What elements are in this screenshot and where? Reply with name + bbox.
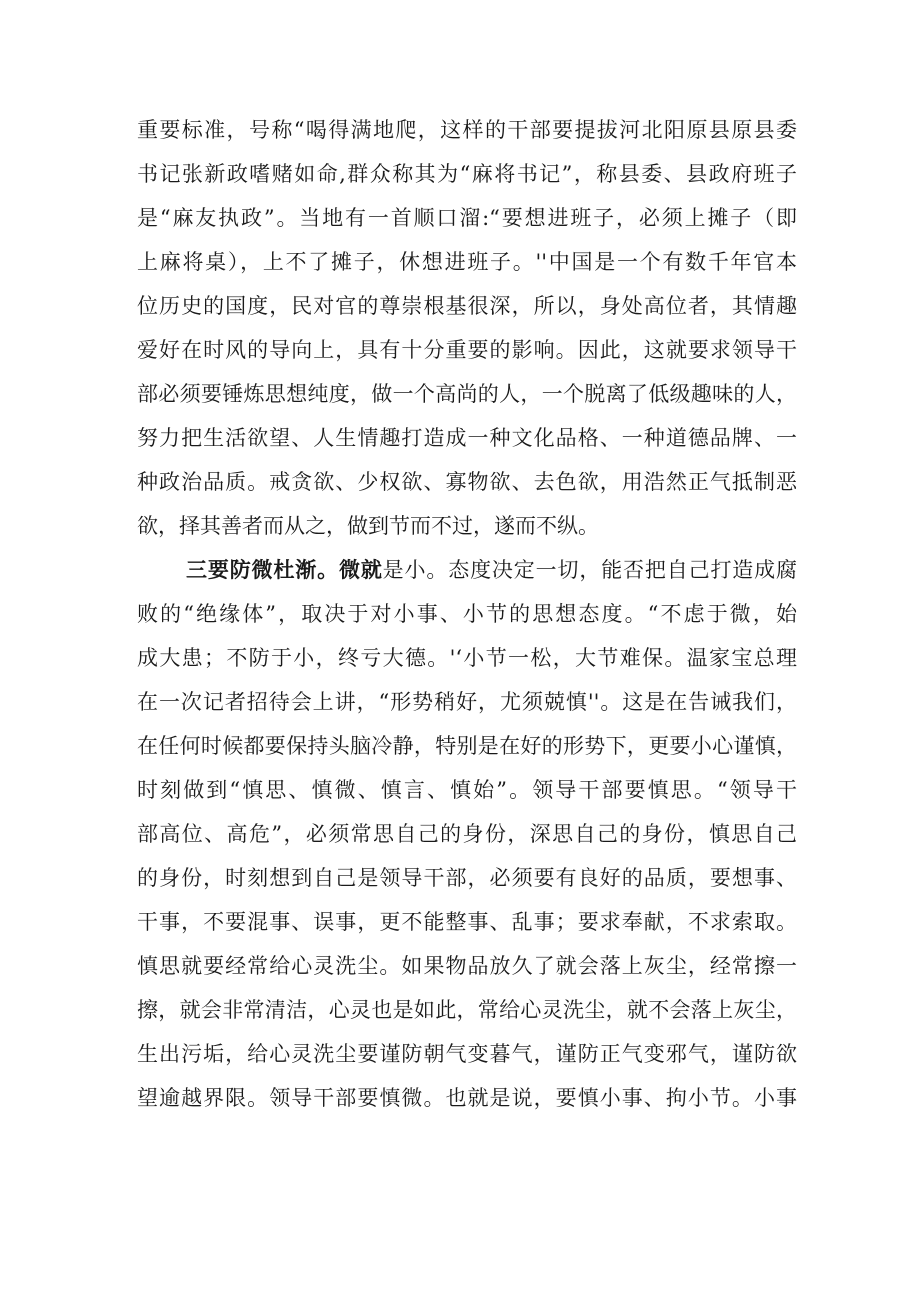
paragraph-line: 是“麻友执政”。当地有一首顺口溜:“要想进班子，必须上摊子（即 <box>137 206 797 230</box>
paragraph-line: 在一次记者招待会上讲，“形势稍好，尤须兢慎''。这是在告诫我们， <box>137 690 797 714</box>
paragraph-line: 重要标准，号称“喝得满地爬，这样的干部要提拔河北阳原县原县委 <box>137 118 797 142</box>
first-line-text: 是小。态度决定一切，能否把自己打造成腐 <box>382 558 798 582</box>
paragraph-line: 成大患；不防于小，终亏大德。'‘小节一松，大节难保。温家宝总理 <box>137 646 797 670</box>
paragraph-line: 上麻将桌），上不了摊子，休想进班子。''中国是一个有数千年官本 <box>137 250 797 274</box>
paragraph-line: 种政治品质。戒贪欲、少权欲、寡物欲、去色欲，用浩然正气抵制恶 <box>137 470 797 494</box>
paragraph-line: 部必须要锤炼思想纯度，做一个高尚的人，一个脱离了低级趣味的人， <box>137 382 797 406</box>
paragraph-line: 望逾越界限。领导干部要慎微。也就是说，要慎小事、拘小节。小事 <box>137 1086 797 1110</box>
paragraph-line: 慎思就要经常给心灵洗尘。如果物品放久了就会落上灰尘，经常擦一 <box>137 954 797 978</box>
paragraph-line: 欲，择其善者而从之，做到节而不过，遂而不纵。 <box>137 514 599 538</box>
paragraph-line: 书记张新政嗜赌如命,群众称其为“麻将书记”，称县委、县政府班子 <box>137 162 797 186</box>
section-heading: 三要防微杜渐。微就 <box>186 557 383 582</box>
paragraph-line: 努力把生活欲望、人生情趣打造成一种文化品格、一种道德品牌、一 <box>137 426 797 450</box>
paragraph-first-line <box>186 552 797 588</box>
paragraph-line: 干事，不要混事、误事，更不能整事、乱事；要求奉献，不求索取。 <box>137 910 797 934</box>
paragraph-line: 生出污垢，给心灵洗尘要谨防朝气变暮气，谨防正气变邪气，谨防欲 <box>137 1042 797 1066</box>
paragraph-line: 位历史的国度，民对官的尊崇根基很深，所以，身处高位者，其情趣 <box>137 294 797 318</box>
paragraph-line: 擦，就会非常清洁，心灵也是如此，常给心灵洗尘，就不会落上灰尘， <box>137 998 797 1022</box>
paragraph-line: 在任何时候都要保持头脑冷静，特别是在好的形势下，更要小心谨慎， <box>137 734 797 758</box>
paragraph-line: 爱好在时风的导向上，具有十分重要的影响。因此，这就要求领导干 <box>137 338 797 362</box>
paragraph-line: 部高位、高危”，必须常思自己的身份，深思自己的身份，慎思自己 <box>137 822 797 846</box>
paragraph-line: 的身份，时刻想到自己是领导干部，必须要有良好的品质，要想事、 <box>137 866 797 890</box>
paragraph-line: 败的“绝缘体”，取决于对小事、小节的思想态度。“不虑于微，始 <box>137 602 797 626</box>
paragraph-line: 时刻做到“慎思、慎微、慎言、慎始”。领导干部要慎思。“领导干 <box>137 778 797 802</box>
